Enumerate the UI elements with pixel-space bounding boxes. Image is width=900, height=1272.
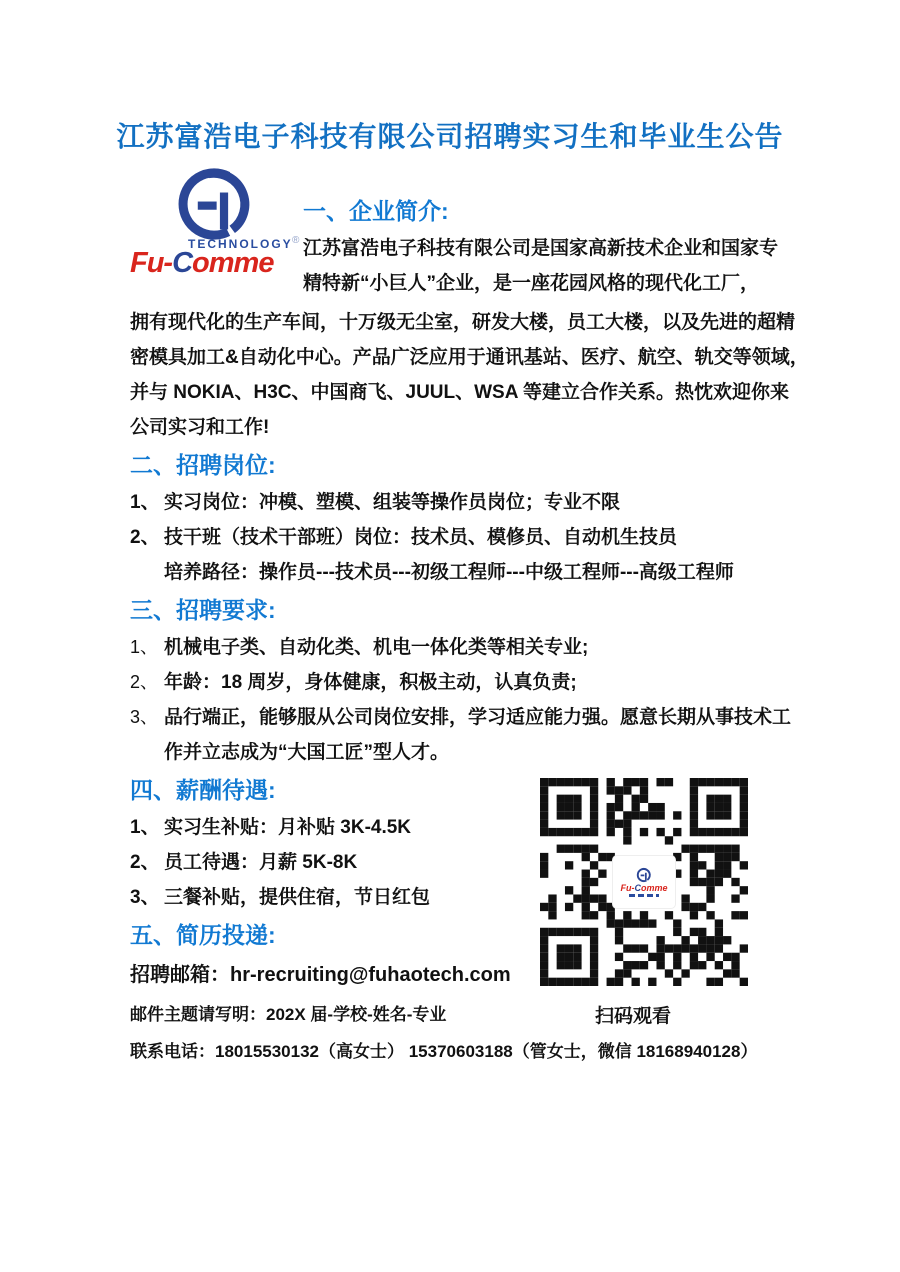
intro-line: 江苏富浩电子科技有限公司是国家高新技术企业和国家专 <box>303 238 779 259</box>
company-logo <box>130 163 303 305</box>
item-number: 1、 <box>130 492 160 513</box>
section-intro-heading: 一、企业简介: <box>303 198 449 224</box>
item-number: 1、 <box>130 817 160 838</box>
positions-path-line: 培养路径：操作员---技术员---初级工程师---中级工程师---高级工程师 <box>164 562 734 583</box>
requirements-wrapped-line: 作并立志成为“大国工匠”型人才。 <box>164 742 450 763</box>
qr-logo-subtext-decoration <box>629 894 659 897</box>
item-number: 3、 <box>130 707 159 727</box>
requirements-item <box>130 665 790 700</box>
item-text: 实习岗位：冲模、塑模、组装等操作员岗位；专业不限 <box>164 492 621 513</box>
intro-line: 公司实习和工作! <box>130 417 270 438</box>
item-number: 2、 <box>130 527 160 548</box>
item-text: 三餐补贴，提供住宿，节日红包 <box>164 887 431 908</box>
item-text: 实习生补贴：月补贴 3K-4.5K <box>164 817 412 838</box>
fh-monogram-icon <box>174 163 256 245</box>
qr-center-logo <box>613 856 675 908</box>
page-title: 江苏富浩电子科技有限公司招聘实习生和毕业生公告 <box>116 121 784 152</box>
item-number: 2、 <box>130 672 159 692</box>
section-apply-heading: 五、简历投递: <box>130 922 276 948</box>
section-salary-heading: 四、薪酬待遇: <box>130 777 276 803</box>
item-text: 品行端正，能够服从公司岗位安排，学习适应能力强。愿意长期从事技术工 <box>164 707 792 728</box>
registered-mark-icon: ® <box>292 235 300 246</box>
section-positions-heading: 二、招聘岗位: <box>130 452 276 478</box>
intro-line: 拥有现代化的生产车间，十万级无尘室，研发大楼，员工大楼，以及先进的超精 <box>130 312 796 333</box>
recruit-email-line: 招聘邮箱：hr-recruiting@fuhaotech.com <box>130 964 511 986</box>
intro-text-beside-logo <box>303 163 778 305</box>
requirements-item <box>130 630 790 665</box>
positions-item <box>130 485 790 520</box>
item-text: 员工待遇：月薪 5K-8K <box>164 852 358 873</box>
item-number: 3、 <box>130 887 160 908</box>
section-requirements-heading: 三、招聘要求: <box>130 597 276 623</box>
item-text: 年龄：18 周岁，身体健康，积极主动，认真负责; <box>164 672 577 693</box>
item-number: 1、 <box>130 637 159 657</box>
positions-item <box>130 520 790 555</box>
contact-phone-line: 联系电话：18015530132（高女士） 15370603188（管女士，微信 18168940128） <box>130 1042 758 1061</box>
requirements-item <box>130 700 790 735</box>
qr-code <box>540 778 748 986</box>
qr-caption: 扫码观看 <box>595 1006 672 1027</box>
fh-monogram-icon <box>636 867 652 883</box>
item-text: 机械电子类、自动化类、机电一体化类等相关专业; <box>164 637 589 658</box>
qr-brand-text: Fu-Comme <box>620 883 668 893</box>
intro-line: 并与 NOKIA、H3C、中国商飞、JUUL、WSA 等建立合作关系。热忱欢迎你来 <box>130 382 790 403</box>
item-text: 技干班（技术干部班）岗位：技术员、模修员、自动机生技员 <box>164 527 678 548</box>
logo-brand-text: Fu-Comme <box>130 247 274 279</box>
email-subject-line: 邮件主题请写明：202X 届-学校-姓名-专业 <box>130 1005 447 1024</box>
intro-section <box>130 163 790 305</box>
intro-line: 密模具加工&自动化中心。产品广泛应用于通讯基站、医疗、航空、轨交等领域， <box>130 347 809 368</box>
logo-technology-label: TECHNOLOGY <box>188 237 293 251</box>
item-number: 2、 <box>130 852 160 873</box>
intro-line: 精特新“小巨人”企业，是一座花园风格的现代化工厂， <box>303 273 760 294</box>
